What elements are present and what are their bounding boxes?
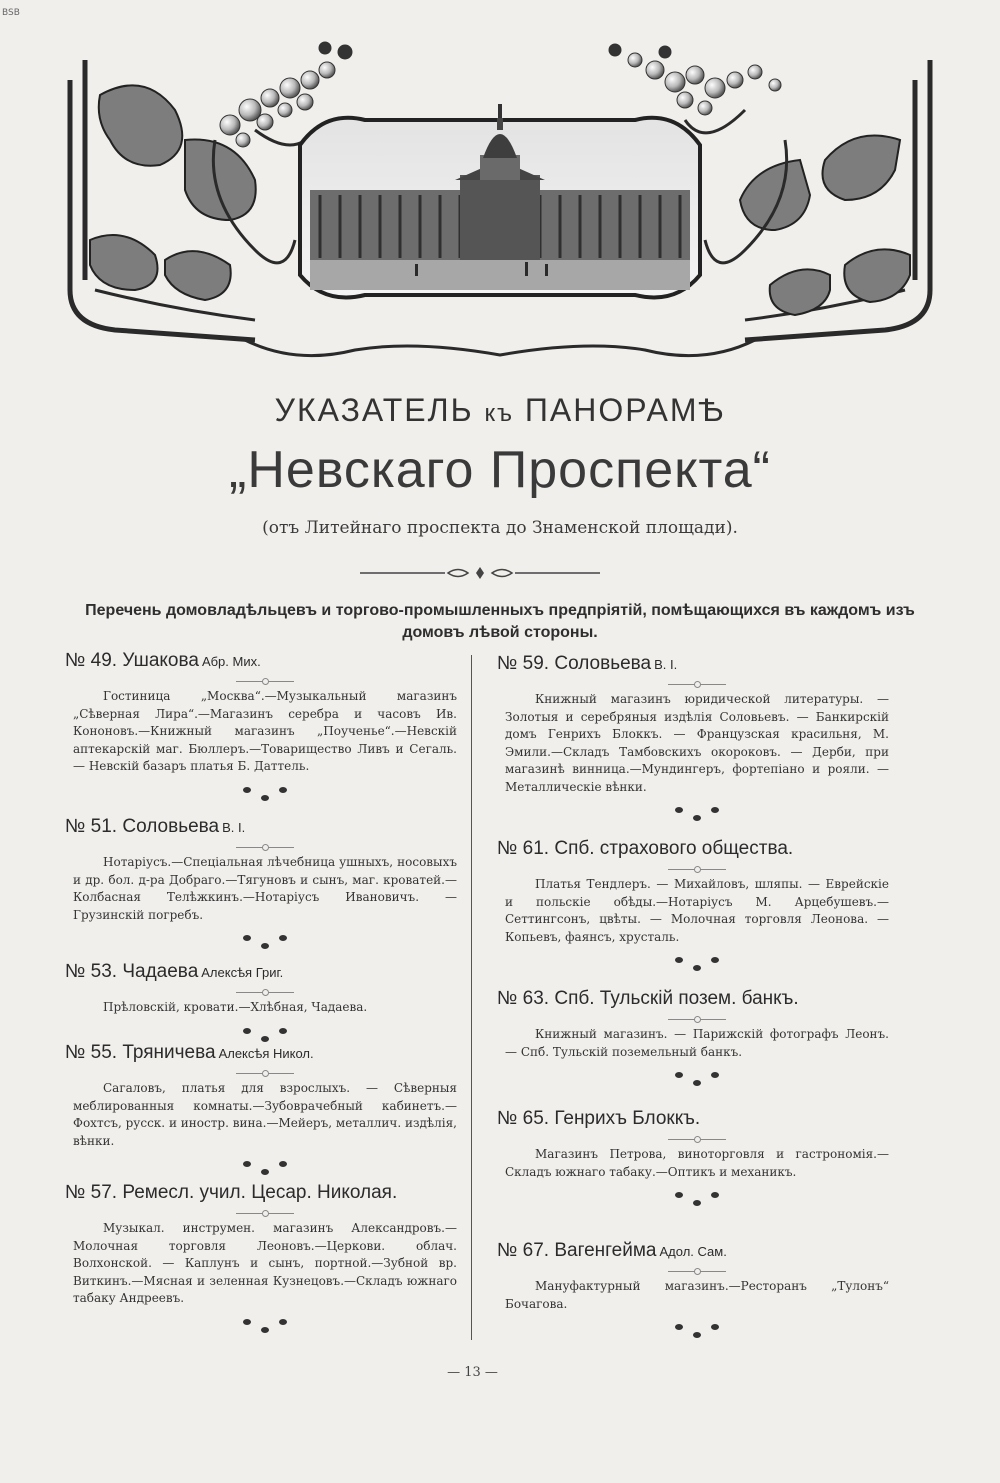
entry-rule <box>668 1016 726 1022</box>
leaf-flourish-icon <box>667 1317 727 1343</box>
entry-heading: № 63. Спб. Тульскій позем. банкъ. <box>497 988 799 1009</box>
leaf-flourish-icon <box>667 950 727 976</box>
entry-text: Гостиница „Москва“.—Музыкальный магазинъ „Сѣверная Лира“.—Магазинъ серебра и часовъ Ив. Кононовъ.—Книжный магазинъ „Поученье“.—Невскій аптекарскій маг. Бюллеръ.—Товарищество Ливъ и Сегаль. — Невскій базаръ платья Б. Даттель. <box>73 689 457 773</box>
entry-house-67 <box>497 1240 897 1343</box>
entry-text: Мануфактурный магазинъ.—Ресторанъ „Тулонъ“ Бочагова. <box>505 1279 889 1311</box>
entry-text: Прѣловскій, кровати.—Хлѣбная, Чадаева. <box>103 1000 368 1014</box>
title-line-1 <box>0 392 1000 429</box>
subtitle: (отъ Литейнаго проспекта до Знаменской площади). <box>262 518 738 538</box>
entry-rule <box>668 1268 726 1274</box>
leaf-flourish-icon <box>235 1312 295 1338</box>
entry-house-55 <box>65 1042 465 1180</box>
entry-house-49 <box>65 650 465 806</box>
title-word-panorama: ПАНОРАМѢ <box>524 392 726 428</box>
entry-house-51 <box>65 816 465 954</box>
entry-house-57 <box>65 1182 465 1338</box>
entry-house-61 <box>497 838 897 976</box>
entry-text: Книжный магазинъ юридической литературы. — Золотыя и серебряныя издѣлія Соловьевъ. — Банкирскій домъ Генрихъ Блоккъ. — Французская красильня, М. Эмили.—Складъ Тамбовскихъ окороковъ. — Дерби, при магазинѣ винница.—Мундингеръ, фортепіано и рояли. — Металлическіе вѣнки. <box>505 692 889 794</box>
entry-text: Книжный магазинъ. — Парижскій фотографъ Леонъ. — Спб. Тульскій поземельный банкъ. <box>505 1027 889 1059</box>
entry-rule <box>668 1136 726 1142</box>
library-mark: BSB <box>2 8 20 18</box>
entry-house-63 <box>497 988 897 1091</box>
page-number: — 13 — <box>447 1365 498 1380</box>
entry-heading: № 55. Тряничева Алексѣя Никол. <box>65 1042 314 1063</box>
entry-rule <box>236 1070 294 1076</box>
entry-rule <box>236 678 294 684</box>
entry-text: Музыкал. инструмен. магазинъ Александровъ.—Молочная торговля Леоновъ.—Церкови. облач. Волхонской. — Каплунъ и сынъ, портной.—Зубной вр. Виткинъ.—Мясная и зеленная Кузнецовъ.—Складъ южнаго табаку Андреевъ. <box>73 1221 457 1305</box>
entry-heading: № 53. Чадаева Алексѣя Григ. <box>65 961 284 982</box>
leaf-flourish-icon <box>235 780 295 806</box>
leaf-flourish-icon <box>667 800 727 826</box>
entry-text: Нотаріусъ.—Спеціальная лѣчебница ушныхъ, носовыхъ и др. бол. д-ра Добраго.—Тягуновъ и сынъ, маг. кроватей.—Колбасная Телѣжкинъ.—Нотаріусъ Ивановичъ. — Грузинскій погребъ. <box>73 855 457 922</box>
entry-house-53 <box>65 961 465 1047</box>
entry-rule <box>236 844 294 850</box>
intro-text: Перечень домовладѣльцевъ и торгово-промышленныхъ предпріятій, помѣщающихся въ каждомъ изъ домовъ лѣвой стороны. <box>85 602 915 641</box>
entry-heading: № 49. Ушакова Абр. Мих. <box>65 650 261 671</box>
entry-heading: № 61. Спб. страхового общества. <box>497 838 794 859</box>
leaf-flourish-icon <box>667 1065 727 1091</box>
entry-heading: № 51. Соловьева В. I. <box>65 816 246 837</box>
entry-heading: № 57. Ремесл. учил. Цесар. Николая. <box>65 1182 398 1203</box>
entry-rule <box>668 866 726 872</box>
entry-rule <box>668 681 726 687</box>
ornamental-header-illustration <box>55 40 945 365</box>
leaf-flourish-icon <box>667 1185 727 1211</box>
entry-heading: № 65. Генрихъ Блоккъ. <box>497 1108 701 1129</box>
entry-heading: № 59. Соловьева В. I. <box>497 653 678 674</box>
leaf-flourish-icon <box>235 928 295 954</box>
entry-house-59 <box>497 653 897 826</box>
entry-text: Магазинъ Петрова, виноторговля и гастрономія.—Складъ южнаго табаку.—Оптикъ и механикъ. <box>505 1147 889 1179</box>
decorative-divider <box>360 563 600 583</box>
title-word-preposition: къ <box>484 400 515 427</box>
entry-rule <box>236 989 294 995</box>
entry-rule <box>236 1210 294 1216</box>
entry-house-65 <box>497 1108 897 1211</box>
title-word-index: УКАЗАТЕЛЬ <box>274 392 474 428</box>
entry-text: Сагаловъ, платья для взрослыхъ. — Сѣверныя меблированныя комнаты.—Зубоврачебный кабинетъ.—Фохтсъ, русск. и иностр. вина.—Мейеръ, металлич. издѣлія, вѣнки. <box>73 1081 457 1148</box>
entry-text: Платья Тендлеръ. — Михайловъ, шляпы. — Еврейскіе и польскіе обѣды.—Нотаріусъ М. Арцебушевъ.—Сеттингсонъ, цвѣты. — Молочная торговля Леонова. — Копьевъ, фаянсъ, хрусталь. <box>505 877 889 944</box>
leaf-flourish-icon <box>235 1154 295 1180</box>
title-line-2: „Невскаго Проспекта“ <box>229 441 771 499</box>
column-separator <box>471 655 472 1340</box>
entry-heading: № 67. Вагенгейма Адол. Сам. <box>497 1240 727 1261</box>
